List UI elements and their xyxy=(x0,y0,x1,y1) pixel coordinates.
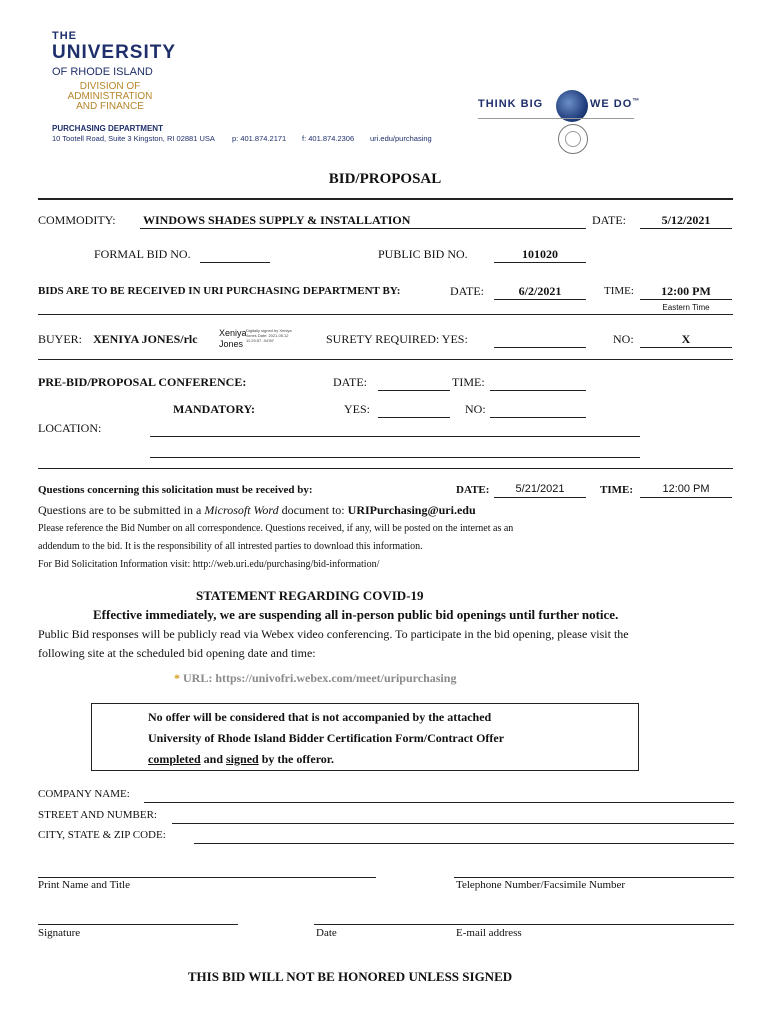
receipt-date-value: 6/2/2021 xyxy=(518,284,562,298)
dept-address: 10 Tootell Road, Suite 3 Kingston, RI 02881 USA xyxy=(52,134,215,143)
dept-web: uri.edu/purchasing xyxy=(370,134,432,143)
formal-bid-field[interactable] xyxy=(200,262,270,263)
notice-line-1: No offer will be considered that is not accompanied by the attached xyxy=(148,710,492,724)
webex-url[interactable]: * URL: https://univofri.webex.com/meet/uripurchasing xyxy=(174,671,457,685)
company-name-label: COMPANY NAME: xyxy=(38,788,130,800)
mandatory-no-field[interactable] xyxy=(490,417,586,418)
page-title: BID/PROPOSAL xyxy=(328,171,442,187)
covid-body-1: Public Bid responses will be publicly read via Webex video conferencing. To participate in the bid opening, please visit the xyxy=(38,627,629,641)
surety-yes-field[interactable] xyxy=(494,347,586,348)
commodity-label: COMMODITY: xyxy=(38,213,116,227)
covid-body-2: following site at the scheduled bid opening date and time: xyxy=(38,646,316,660)
questions-date-underline xyxy=(494,497,586,498)
receipt-rule xyxy=(38,314,733,315)
public-bid-underline xyxy=(494,262,586,263)
location-label: LOCATION: xyxy=(38,421,102,435)
company-name-input[interactable] xyxy=(144,788,734,803)
public-bid-label: PUBLIC BID NO. xyxy=(378,247,468,261)
questions-email-link[interactable]: URIPurchasing@uri.edu xyxy=(347,503,476,517)
questions-time-underline xyxy=(640,497,732,498)
reference-line-2: addendum to the bid. It is the responsibility of all intrested parties to download this information. xyxy=(38,541,423,552)
print-name-input[interactable] xyxy=(38,863,376,878)
mandatory-label: MANDATORY: xyxy=(173,402,256,416)
conference-time-label: TIME: xyxy=(452,375,485,389)
tagline-rule xyxy=(478,118,634,119)
receipt-time-value: 12:00 PM xyxy=(661,284,711,298)
street-label: STREET AND NUMBER: xyxy=(38,809,157,821)
dept-phone: p: 401.874.2171 xyxy=(232,134,287,143)
questions-time-label: TIME: xyxy=(600,484,633,496)
conference-rule xyxy=(38,468,733,469)
phone-label: Telephone Number/Facsimile Number xyxy=(456,879,626,891)
logo-the: THE xyxy=(52,30,77,42)
notice-line-3: completed and signed by the offeror. xyxy=(148,752,335,766)
info-link[interactable]: For Bid Solicitation Information visit: http://web.uri.edu/purchasing/bid-information/ xyxy=(38,559,380,570)
date-label: DATE: xyxy=(592,213,626,227)
questions-time-value: 12:00 PM xyxy=(662,483,710,495)
city-label: CITY, STATE & ZIP CODE: xyxy=(38,829,166,841)
buyer-rule xyxy=(38,359,733,360)
buyer-value: XENIYA JONES/rlc xyxy=(93,332,198,346)
title-rule xyxy=(38,198,733,200)
digital-signature-note: Digitally signed by Xeniya Jones Date: 2021.05.12 11:29:57 -04'00' xyxy=(246,328,292,343)
questions-date-label: DATE: xyxy=(456,484,490,496)
city-input[interactable] xyxy=(194,829,734,844)
tagline-we-do: WE DO™ xyxy=(590,98,641,110)
street-input[interactable] xyxy=(172,809,734,824)
conference-label: PRE-BID/PROPOSAL CONFERENCE: xyxy=(38,375,247,389)
receipt-date-label: DATE: xyxy=(450,284,484,298)
surety-no-underline xyxy=(640,347,732,348)
covid-subheading: Effective immediately, we are suspending all in-person public bid openings until further notice. xyxy=(93,607,619,622)
receipt-date-underline xyxy=(494,299,586,300)
receipt-time-underline xyxy=(640,299,732,300)
mandatory-yes-label: YES: xyxy=(344,402,371,416)
surety-no-value: X xyxy=(681,332,691,346)
date-email-input[interactable] xyxy=(314,910,734,925)
conference-time-field[interactable] xyxy=(490,390,586,391)
mandatory-no-label: NO: xyxy=(465,402,486,416)
conference-date-field[interactable] xyxy=(378,390,450,391)
receipt-time-label: TIME: xyxy=(604,285,634,297)
covid-heading: STATEMENT REGARDING COVID-19 xyxy=(196,588,424,603)
questions-deadline-label: Questions concerning this solicitation must be received by: xyxy=(38,484,313,496)
public-bid-value: 101020 xyxy=(522,247,558,261)
dept-name: PURCHASING DEPARTMENT xyxy=(52,124,163,133)
location-field-1[interactable] xyxy=(150,436,640,437)
email-label: E-mail address xyxy=(456,927,522,939)
signature-label: Signature xyxy=(38,927,81,939)
buyer-label: BUYER: xyxy=(38,332,83,346)
seal-icon xyxy=(558,124,588,154)
logo-rhode-island: OF RHODE ISLAND xyxy=(52,66,153,78)
tagline-think-big: THINK BIG xyxy=(478,98,544,110)
questions-submit: Questions are to be submitted in a Microsoft Word document to: URIPurchasing@uri.edu xyxy=(38,503,476,517)
notice-line-2: University of Rhode Island Bidder Certification Form/Contract Offer xyxy=(148,731,505,745)
sign-date-label: Date xyxy=(316,927,337,939)
questions-date-value: 5/21/2021 xyxy=(515,483,565,495)
phone-input[interactable] xyxy=(454,863,734,878)
notice-box xyxy=(91,703,639,771)
signature-input[interactable] xyxy=(38,910,238,925)
surety-label: SURETY REQUIRED: YES: xyxy=(326,332,468,346)
location-field-2[interactable] xyxy=(150,457,640,458)
footer-warning: THIS BID WILL NOT BE HONORED UNLESS SIGNED xyxy=(187,969,513,984)
mandatory-yes-field[interactable] xyxy=(378,417,450,418)
conference-date-label: DATE: xyxy=(333,375,367,389)
commodity-value: WINDOWS SHADES SUPPLY & INSTALLATION xyxy=(143,213,411,227)
digital-signature: Xeniya Jones xyxy=(219,328,247,349)
date-value: 5/12/2021 xyxy=(661,213,711,227)
surety-no-label: NO: xyxy=(613,332,634,346)
commodity-underline xyxy=(140,228,586,229)
receipt-label: BIDS ARE TO BE RECEIVED IN URI PURCHASING DEPARTMENT BY: xyxy=(38,285,401,297)
logo-university: UNIVERSITY xyxy=(52,42,177,63)
division-name: DIVISION OF ADMINISTRATION AND FINANCE xyxy=(67,81,153,112)
date-underline xyxy=(640,228,732,229)
print-name-label: Print Name and Title xyxy=(38,879,130,891)
timezone-note: Eastern Time xyxy=(662,303,710,312)
formal-bid-label: FORMAL BID NO. xyxy=(94,247,191,261)
reference-line-1: Please reference the Bid Number on all correspondence. Questions received, if any, will be posted on the internet as an xyxy=(38,523,514,534)
dept-fax: f: 401.874.2306 xyxy=(302,134,355,143)
